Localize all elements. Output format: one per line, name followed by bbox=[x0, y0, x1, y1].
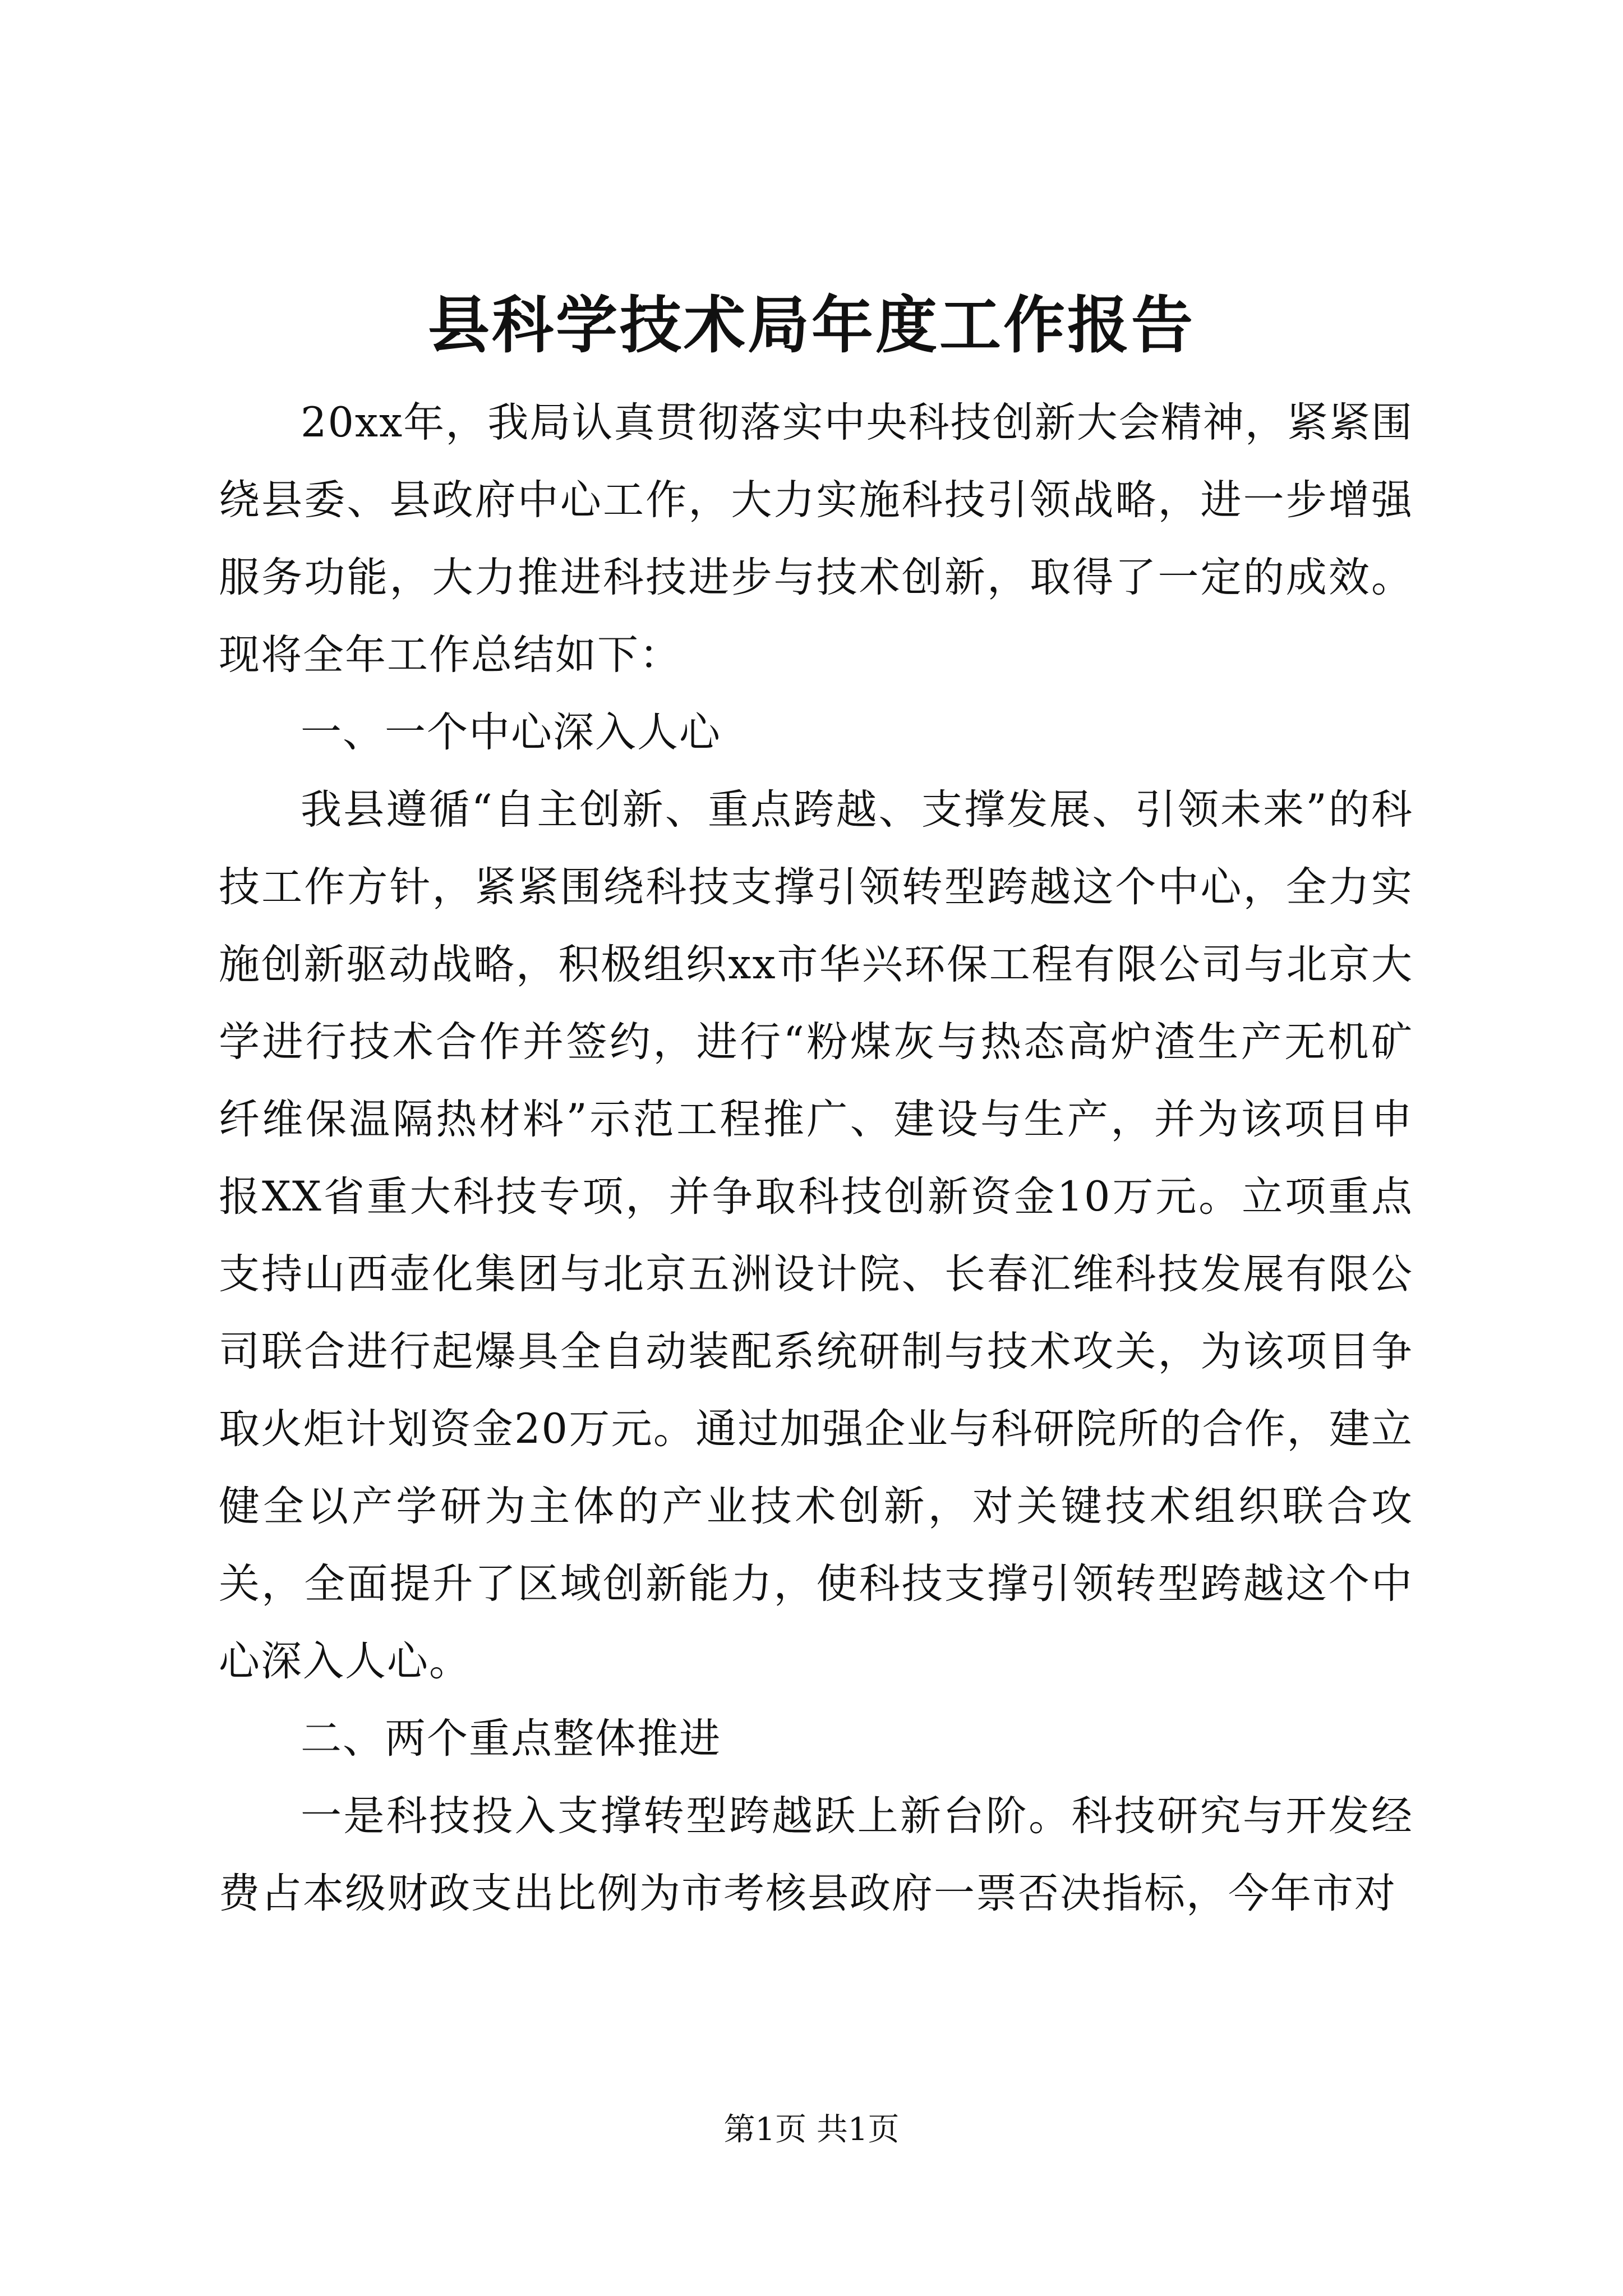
section-1-paragraph: 我县遵循“自主创新、重点跨越、支撑发展、引领未来”的科技工作方针，紧紧围绕科技支撑引领转型跨越这个中心，全力实施创新驱动战略，积极组织xx市华兴环保工程有限公司与北京大学进行技术合作并签约，进行“粉煤灰与热态高炉渣生产无机矿纤维保温隔热材料”示范工程推广、建设与生产，并为该项目申报XX省重大科技专项，并争取科技创新资金10万元。立项重点支持山西壶化集团与北京五洲设计院、长春汇维科技发展有限公司联合进行起爆具全自动装配系统研制与技术攻关，为该项目争取火炬计划资金20万元。通过加强企业与科研院所的合作，建立健全以产学研为主体的产业技术创新，对关键技术组织联合攻关，全面提升了区域创新能力，使科技支撑引领转型跨越这个中心深入人心。 bbox=[219, 786, 1413, 1685]
section-heading-2: 二、两个重点整体推进 bbox=[301, 1715, 721, 1763]
page-number-footer: 第1页 共1页 bbox=[723, 2111, 900, 2148]
document-title: 县科学技术局年度工作报告 bbox=[428, 289, 1195, 361]
intro-paragraph: 20xx年，我局认真贯彻落实中央科技创新大会精神，紧紧围绕县委、县政府中心工作，大力实施科技引领战略，进一步增强服务功能，大力推进科技进步与技术创新，取得了一定的成效。现将全年工作总结如下： bbox=[219, 399, 1413, 679]
document-body bbox=[219, 384, 1413, 1932]
section-2-paragraph: 一是科技投入支撑转型跨越跃上新台阶。科技研究与开发经费占本级财政支出比例为市考核县政府一票否决指标，今年市对 bbox=[219, 1792, 1413, 1917]
section-heading-1: 一、一个中心深入人心 bbox=[301, 708, 721, 756]
